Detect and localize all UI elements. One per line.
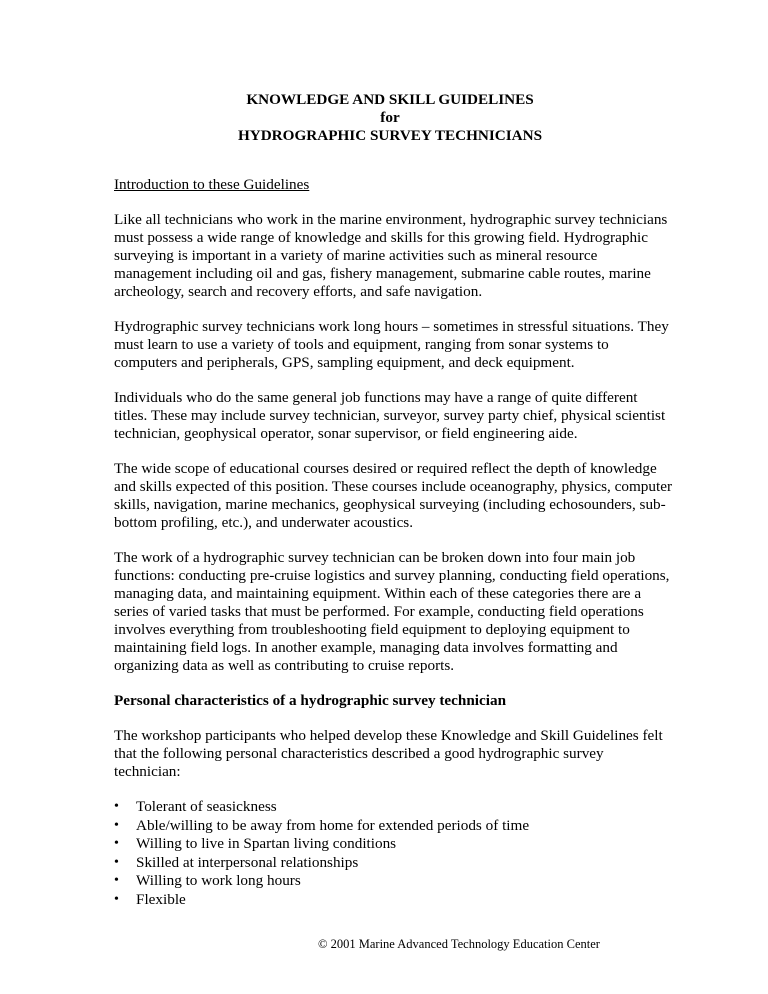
title-line-2: for — [380, 109, 400, 126]
document-title — [0, 91, 768, 145]
list-item — [114, 798, 674, 817]
list-item — [114, 872, 674, 891]
list-item-text: Skilled at interpersonal relationships — [136, 853, 359, 871]
bullet-icon: • — [114, 891, 119, 907]
bullet-icon: • — [114, 836, 119, 851]
title-line-3: HYDROGRAPHIC SURVEY TECHNICIANS — [237, 127, 543, 144]
section-heading: Personal characteristics of a hydrographic survey technician — [114, 692, 507, 709]
list-item-text: Able/willing to be away from home for extended periods of time — [136, 816, 530, 834]
list-item — [114, 817, 674, 836]
paragraph-job-functions: The work of a hydrographic survey technician can be broken down into four main job functions: conducting pre-cruise logistics and survey planning, conducting field operations, managing data, and maintaining equipment. Within each of these categories there are a series of varied tasks that must be performed. For example, conducting field operations involves everything from troubleshooting field equipment to deploying equipment to maintaining field logs. In another example, managing data involves formatting and organizing data as well as contributing to cruise reports. — [114, 549, 670, 674]
bullet-icon: • — [114, 817, 119, 833]
list-item — [114, 835, 674, 854]
copyright-footer: © 2001 Marine Advanced Technology Education Center — [318, 937, 600, 951]
list-item-text: Willing to live in Spartan living conditions — [136, 835, 397, 852]
intro-heading: Introduction to these Guidelines — [114, 176, 310, 193]
list-item-text: Tolerant of seasickness — [136, 798, 277, 815]
paragraph-courses: The wide scope of educational courses desired or required reflect the depth of knowledge and skills expected of this position. These courses include oceanography, physics, computer skills, navigation, marine mechanics, geophysical surveying (including echosounders, sub-bottom profiling, etc.), and underwater acoustics. — [114, 460, 673, 531]
list-item-text: Willing to work long hours — [136, 872, 301, 889]
paragraph-intro: Like all technicians who work in the marine environment, hydrographic survey technicians must possess a wide range of knowledge and skills for this growing field. Hydrographic surveying is important in a variety of marine activities such as mineral resource management including oil and gas, fishery management, submarine cable routes, marine archeology, search and recovery efforts, and safe navigation. — [114, 211, 668, 300]
bullet-icon: • — [114, 873, 119, 888]
paragraph-titles: Individuals who do the same general job functions may have a range of quite different titles. These may include survey technician, surveyor, survey party chief, physical scientist technician, geophysical operator, sonar supervisor, or field engineering aide. — [114, 389, 666, 442]
title-line-1: KNOWLEDGE AND SKILL GUIDELINES — [246, 91, 534, 108]
section-intro: The workshop participants who helped develop these Knowledge and Skill Guidelines felt that the following personal characteristics described a good hydrographic survey technician: — [114, 727, 663, 780]
bullet-icon: • — [114, 854, 119, 870]
document-body — [114, 176, 674, 909]
list-item — [114, 891, 674, 910]
list-item — [114, 854, 674, 873]
paragraph-work-hours: Hydrographic survey technicians work long hours – sometimes in stressful situations. They must learn to use a variety of tools and equipment, ranging from sonar systems to computers and peripherals, GPS, sampling equipment, and deck equipment. — [114, 318, 669, 371]
bullet-icon: • — [114, 799, 119, 814]
list-item-text: Flexible — [136, 890, 186, 908]
characteristics-list — [114, 798, 674, 909]
